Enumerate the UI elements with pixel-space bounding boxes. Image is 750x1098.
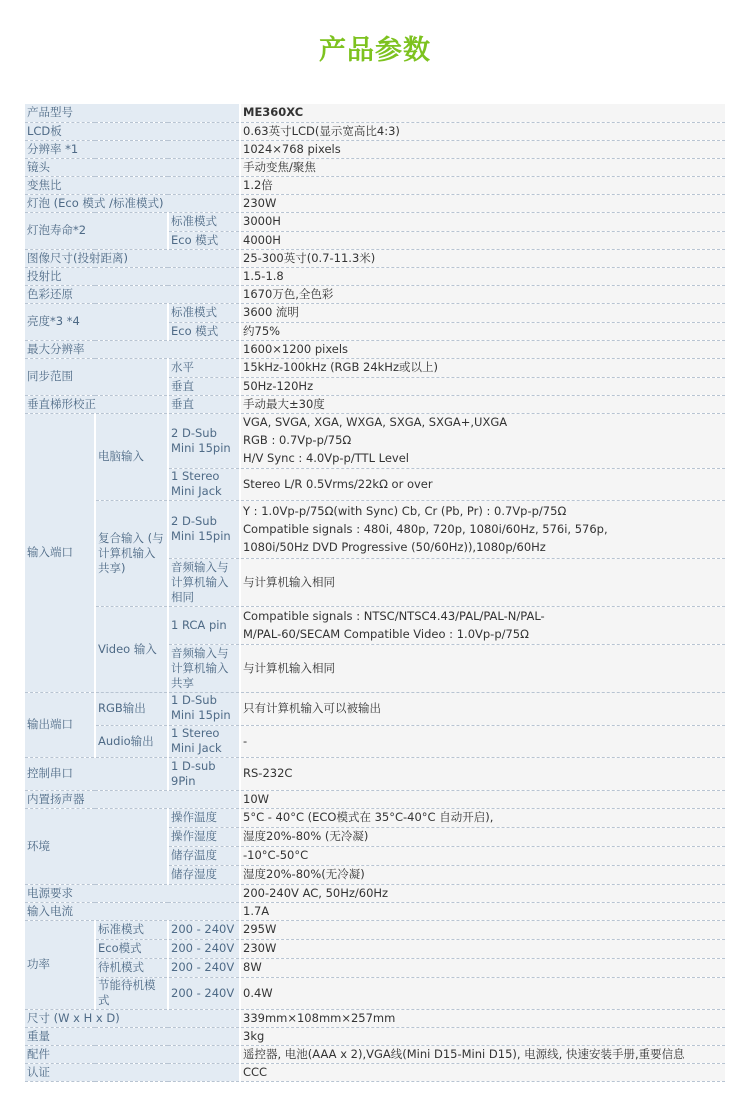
row-value: -10°C-50°C: [240, 846, 725, 865]
table-row-input-current: [25, 902, 725, 920]
row-label: 投射比: [25, 267, 240, 285]
sub-label: 水平: [168, 358, 240, 377]
table-row-lamp: [25, 194, 725, 212]
row-label: LCD板: [25, 122, 240, 140]
value-line: H/V Sync : 4.0Vp-p/TTL Level: [243, 451, 409, 465]
row-value: 约75%: [240, 322, 725, 340]
table-row-lens: [25, 158, 725, 176]
row-value: 50Hz-120Hz: [240, 377, 725, 395]
table-row-env-op-temp: [25, 808, 725, 827]
row-value: 1670万色,全色彩: [240, 285, 725, 303]
row-value: [240, 606, 725, 644]
row-label: 功率: [25, 920, 95, 1009]
table-row-dimensions: [25, 1009, 725, 1027]
sub-label: 垂直: [168, 395, 240, 413]
spec-table: [25, 104, 725, 1082]
table-row-cert: [25, 1063, 725, 1081]
row-value: 手动最大±30度: [240, 395, 725, 413]
value-line: 1080i/50Hz DVD Progressive (50/60Hz)),1080p/60Hz: [243, 539, 546, 554]
table-row-lamp-life: [25, 212, 725, 231]
row-value: 230W: [240, 939, 725, 958]
row-value: 手动变焦/聚焦: [240, 158, 725, 176]
table-row-max-res: [25, 340, 725, 358]
page-title: 产品参数: [319, 35, 431, 66]
port-label: 2 D-Sub Mini 15pin: [168, 413, 240, 468]
voltage-label: 200 - 240V: [168, 920, 240, 939]
table-row-zoom: [25, 176, 725, 194]
sub-label: Eco模式: [95, 939, 168, 958]
row-value: 230W: [240, 194, 725, 212]
row-value: 25-300英寸(0.7-11.3米): [240, 249, 725, 267]
table-row-power-standard: [25, 920, 725, 939]
sub-label: 标准模式: [168, 212, 240, 231]
row-value: 8W: [240, 958, 725, 977]
port-label: 音频输入与计算机输入相同: [168, 558, 240, 606]
row-label: 环境: [25, 808, 168, 884]
row-label: 灯泡 (Eco 模式 /标准模式): [25, 194, 240, 212]
table-row-power-eco: [25, 939, 725, 958]
table-row-resolution: [25, 140, 725, 158]
sub-label: 待机模式: [95, 958, 168, 977]
row-value: 295W: [240, 920, 725, 939]
voltage-label: 200 - 240V: [168, 939, 240, 958]
table-row-accessories: [25, 1045, 725, 1063]
table-row-speaker: [25, 790, 725, 808]
row-value: 只有计算机输入可以被输出: [240, 692, 725, 725]
row-label: 最大分辨率: [25, 340, 240, 358]
row-label: 输出端口: [25, 692, 95, 757]
row-label: 垂直梯形校正: [25, 395, 168, 413]
row-label: 变焦比: [25, 176, 240, 194]
row-value: 5°C - 40°C (ECO模式在 35°C-40°C 自动开启),: [240, 808, 725, 827]
sub-label: 垂直: [168, 377, 240, 395]
row-value: 湿度20%-80% (无冷凝): [240, 827, 725, 846]
value-line: Compatible signals : 480i, 480p, 720p, 1080i/60Hz, 576i, 576p,: [243, 521, 608, 536]
sub-label: 操作湿度: [168, 827, 240, 846]
row-label: 电源要求: [25, 884, 240, 902]
row-label: 亮度*3 *4: [25, 303, 168, 340]
voltage-label: 200 - 240V: [168, 958, 240, 977]
port-label: 音频输入与计算机输入共享: [168, 644, 240, 692]
row-label: 配件: [25, 1045, 240, 1063]
row-value: [240, 500, 725, 558]
row-value: 0.4W: [240, 977, 725, 1009]
row-value: 15kHz-100kHz (RGB 24kHz或以上): [240, 358, 725, 377]
table-row-input-pc-dsub: [25, 413, 725, 468]
row-value: 3000H: [240, 212, 725, 231]
table-row-output-audio: [25, 725, 725, 757]
row-value: 1.2倍: [240, 176, 725, 194]
row-label: 认证: [25, 1063, 240, 1081]
row-value: Stereo L/R 0.5Vrms/22kΩ or over: [240, 468, 725, 500]
value-line: Compatible signals : NTSC/NTSC4.43/PAL/PAL-N/PAL-: [243, 608, 545, 623]
row-value: 湿度20%-80%(无冷凝): [240, 865, 725, 884]
row-value: 遥控器, 电池(AAA x 2),VGA线(Mini D15-Mini D15), 电源线, 快速安装手册,重要信息: [240, 1045, 725, 1063]
row-value: 200-240V AC, 50Hz/60Hz: [240, 884, 725, 902]
row-label: 产品型号: [25, 104, 240, 122]
row-value: [240, 413, 725, 468]
sub-label: 储存湿度: [168, 865, 240, 884]
sub-label: Audio输出: [95, 725, 168, 757]
sub-label: RGB输出: [95, 692, 168, 725]
port-label: 1 D-Sub Mini 15pin: [168, 692, 240, 725]
table-row-input-video: [25, 606, 725, 644]
row-label: 内置扬声器: [25, 790, 240, 808]
row-value: 与计算机输入相同: [240, 644, 725, 692]
sub-label: 操作温度: [168, 808, 240, 827]
port-label: 1 RCA pin: [168, 606, 240, 644]
sub-label: Video 输入: [95, 606, 168, 692]
port-label: 1 Stereo Mini Jack: [168, 725, 240, 757]
row-value: RS-232C: [240, 757, 725, 790]
row-value: 1024×768 pixels: [240, 140, 725, 158]
sub-label: 复合输入 (与计算机输入共享): [95, 500, 168, 606]
voltage-label: 200 - 240V: [168, 977, 240, 1009]
table-row-input-composite: [25, 500, 725, 558]
table-row-brightness: [25, 303, 725, 322]
row-value: CCC: [240, 1063, 725, 1081]
row-label: 输入端口: [25, 413, 95, 692]
table-row-sync: [25, 358, 725, 377]
row-label: 图像尺寸(投射距离): [25, 249, 240, 267]
row-label: 控制串口: [25, 757, 168, 790]
row-value: 1600×1200 pixels: [240, 340, 725, 358]
port-label: 1 D-sub 9Pin: [168, 757, 240, 790]
row-value: 3600 流明: [240, 303, 725, 322]
value-line: Y : 1.0Vp-p/75Ω(with Sync) Cb, Cr (Pb, Pr) : 0.7Vp-p/75Ω: [243, 503, 567, 518]
row-value: 339mm×108mm×257mm: [240, 1009, 725, 1027]
sub-label: Eco 模式: [168, 322, 240, 340]
row-value: 1.7A: [240, 902, 725, 920]
port-label: 1 Stereo Mini Jack: [168, 468, 240, 500]
row-value: 3kg: [240, 1027, 725, 1045]
model-value: ME360XC: [240, 104, 725, 122]
sub-label: Eco 模式: [168, 231, 240, 249]
table-row-power-standby: [25, 958, 725, 977]
table-row-color: [25, 285, 725, 303]
row-value: -: [240, 725, 725, 757]
row-label: 镜头: [25, 158, 240, 176]
table-row-model: [25, 104, 725, 122]
table-row-weight: [25, 1027, 725, 1045]
row-value: 0.63英寸LCD(显示宽高比4:3): [240, 122, 725, 140]
row-label: 重量: [25, 1027, 240, 1045]
value-line: M/PAL-60/SECAM Compatible Video : 1.0Vp-p/75Ω: [243, 626, 529, 641]
sub-label: 储存温度: [168, 846, 240, 865]
row-label: 灯泡寿命*2: [25, 212, 168, 249]
table-row-power-saving: [25, 977, 725, 1009]
row-value: 10W: [240, 790, 725, 808]
table-row-control: [25, 757, 725, 790]
row-label: 同步范围: [25, 358, 168, 395]
row-label: 尺寸 (W x H x D): [25, 1009, 240, 1027]
sub-label: 标准模式: [168, 303, 240, 322]
row-value: 与计算机输入相同: [240, 558, 725, 606]
table-row-keystone: [25, 395, 725, 413]
table-row-throw-ratio: [25, 267, 725, 285]
sub-label: 标准模式: [95, 920, 168, 939]
value-line: VGA, SVGA, XGA, WXGA, SXGA, SXGA+,UXGA: [243, 415, 508, 429]
value-line: RGB : 0.7Vp-p/75Ω: [243, 433, 352, 447]
port-label: 2 D-Sub Mini 15pin: [168, 500, 240, 558]
row-label: 输入电流: [25, 902, 240, 920]
row-label: 色彩还原: [25, 285, 240, 303]
row-value: 1.5-1.8: [240, 267, 725, 285]
sub-label: 节能待机模式: [95, 977, 168, 1009]
row-value: 4000H: [240, 231, 725, 249]
table-row-output-rgb: [25, 692, 725, 725]
row-label: 分辨率 *1: [25, 140, 240, 158]
sub-label: 电脑输入: [95, 413, 168, 500]
table-row-lcd: [25, 122, 725, 140]
table-row-image-size: [25, 249, 725, 267]
table-row-power-req: [25, 884, 725, 902]
